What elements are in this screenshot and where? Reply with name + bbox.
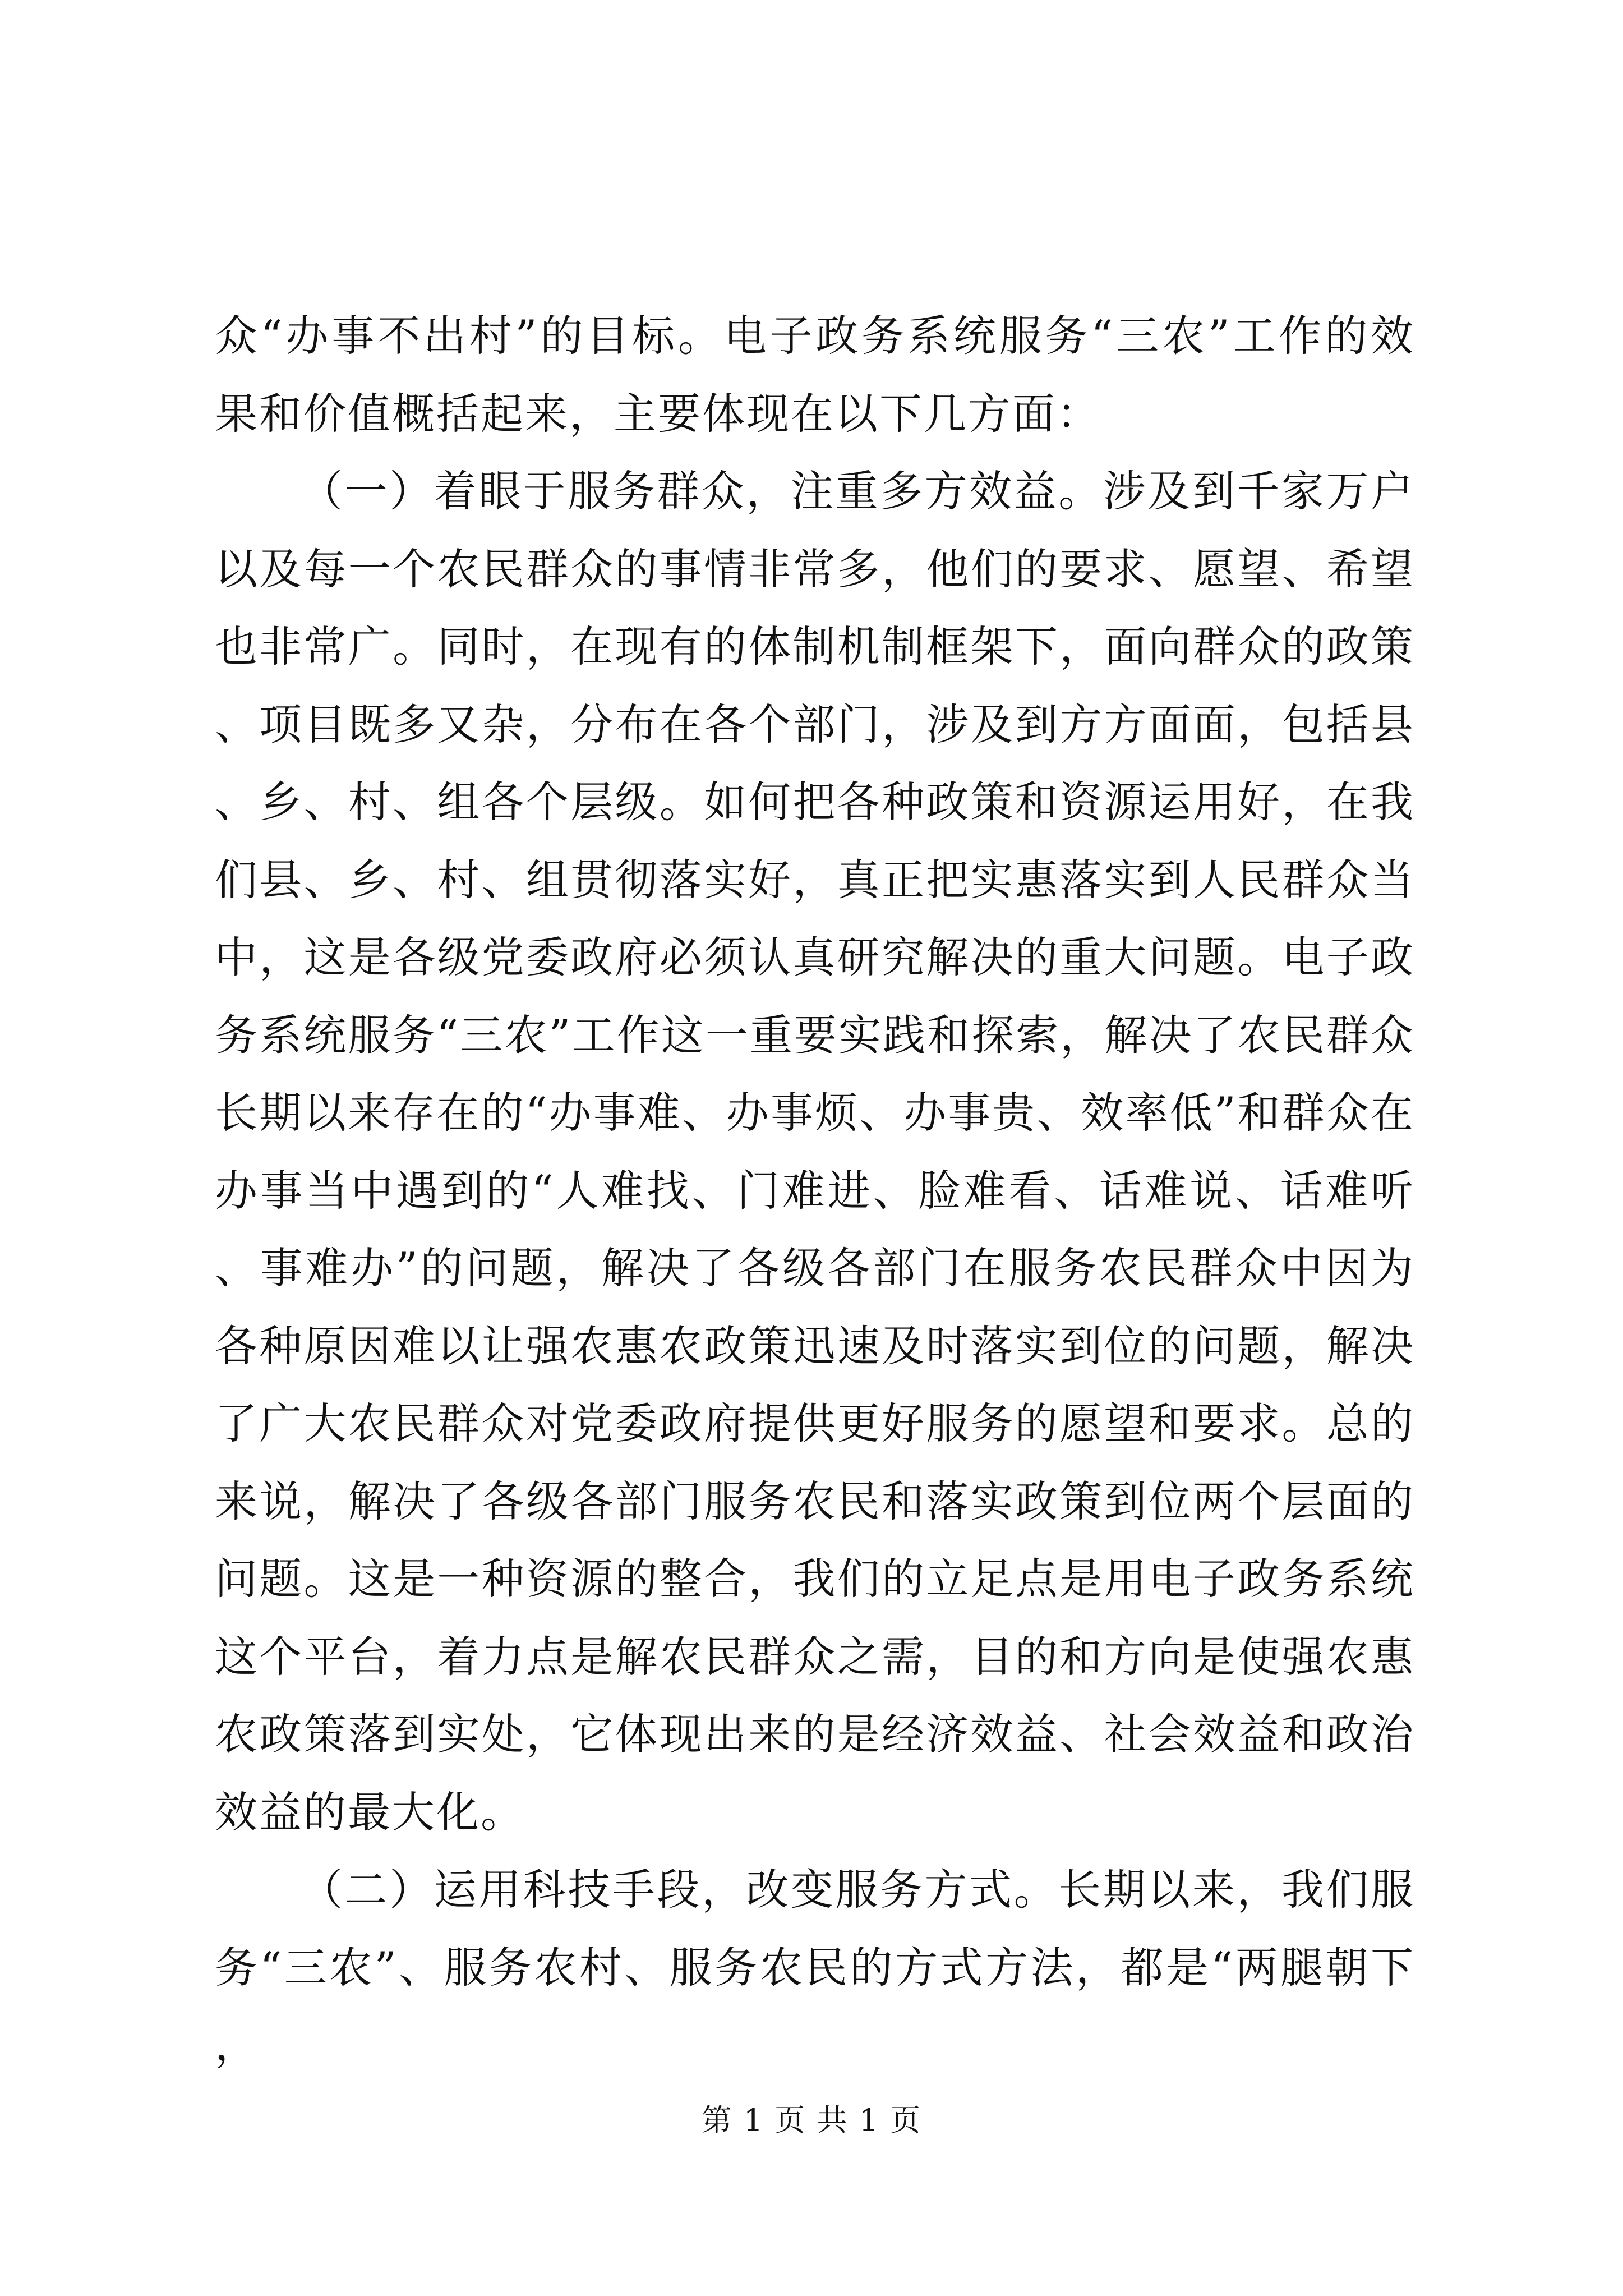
- paragraph-section-one: （一）着眼于服务群众，注重多方效益。涉及到千家万户以及每一个农民群众的事情非常多，他们的要求、愿望、希望也非常广。同时，在现有的体制机制框架下，面向群众的政策、项目既多又杂，分布在各个部门，涉及到方方面面，包括县、乡、村、组各个层级。如何把各种政策和资源运用好，在我们县、乡、村、组贯彻落实好，真正把实惠落实到人民群众当中，这是各级党委政府必须认真研究解决的重大问题。电子政务系统服务“三农”工作这一重要实践和探索，解决了农民群众长期以来存在的“办事难、办事烦、办事贵、效率低”和群众在办事当中遇到的“人难找、门难进、脸难看、话难说、话难听、事难办”的问题，解决了各级各部门在服务农民群众中因为各种原因难以让强农惠农政策迅速及时落实到位的问题，解决了广大农民群众对党委政府提供更好服务的愿望和要求。总的来说，解决了各级各部门服务农民和落实政策到位两个层面的问题。这是一种资源的整合，我们的立足点是用电子政务系统这个平台，着力点是解农民群众之需，目的和方向是使强农惠农政策落到实处，它体现出来的是经济效益、社会效益和政治效益的最大化。: [215, 466, 1415, 1837]
- paragraph-continuation: 众“办事不出村”的目标。电子政务系统服务“三农”工作的效果和价值概括起来，主要体现在以下几方面：: [215, 311, 1415, 439]
- paragraph-section-two: （二）运用科技手段，改变服务方式。长期以来，我们服务“三农”、服务农村、服务农民的方式方法，都是“两腿朝下，: [215, 1865, 1415, 2070]
- page-footer: 第 1 页 共 1 页: [701, 2102, 922, 2138]
- document-body: [215, 297, 1415, 2085]
